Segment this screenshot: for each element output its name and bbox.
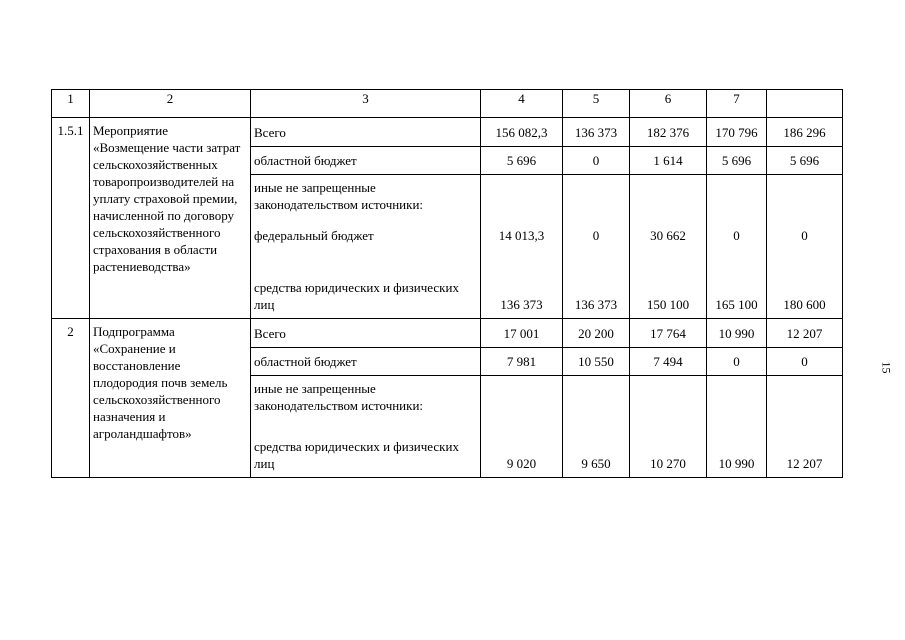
value-cell: 182 376 [630, 118, 707, 147]
header-cell: 4 [481, 90, 563, 118]
value-cell: 1 614 [630, 147, 707, 175]
header-cell: 3 [251, 90, 481, 118]
row-id: 2 [52, 319, 90, 478]
header-cell [767, 90, 843, 118]
value-group [630, 175, 707, 319]
source-label: средства юридических и физических лиц [254, 439, 459, 471]
table-row [52, 319, 843, 348]
source-label: иные не запрещенные законодательством источники: [254, 381, 424, 413]
table-row [52, 118, 843, 147]
source-label: средства юридических и физических лиц [254, 280, 459, 312]
value-cell: 10 990 [707, 319, 767, 348]
value-cell: 14 013,3 [498, 228, 545, 243]
value-cell: 20 200 [563, 319, 630, 348]
page-number: 15 [879, 361, 894, 374]
value-group [767, 175, 843, 319]
value-group [630, 376, 707, 478]
row-id: 1.5.1 [52, 118, 90, 319]
value-cell: 30 662 [650, 228, 686, 243]
header-cell: 6 [630, 90, 707, 118]
value-cell: 7 494 [630, 348, 707, 376]
source-label: Всего [251, 319, 481, 348]
value-cell: 5 696 [767, 147, 843, 175]
row-name: Подпрограмма «Сохранение и восстановление плодородия почв земель сельскохозяйственного назначения и агроландшафтов» [90, 319, 251, 478]
value-cell: 136 373 [500, 297, 543, 312]
value-cell: 156 082,3 [481, 118, 563, 147]
value-group [563, 175, 630, 319]
header-cell: 7 [707, 90, 767, 118]
value-cell: 7 981 [481, 348, 563, 376]
value-cell: 9 650 [581, 456, 611, 471]
value-cell: 17 764 [630, 319, 707, 348]
value-cell: 17 001 [481, 319, 563, 348]
value-cell: 0 [801, 228, 808, 243]
value-cell: 12 207 [786, 456, 823, 471]
header-cell: 2 [90, 90, 251, 118]
value-cell: 0 [563, 147, 630, 175]
source-group [251, 175, 481, 319]
row-name: Мероприятие «Возмещение части затрат сельскохозяйственных товаропроизводителей на уплату страховой премии, начисленной по договору сельскохозяйственного страхования в области растениеводства» [90, 118, 251, 319]
value-group [707, 175, 767, 319]
value-group [481, 175, 563, 319]
value-cell: 0 [707, 348, 767, 376]
value-cell: 10 550 [563, 348, 630, 376]
value-cell: 9 020 [506, 456, 537, 471]
value-cell: 0 [733, 228, 740, 243]
value-cell: 12 207 [767, 319, 843, 348]
source-group [251, 376, 481, 478]
value-cell: 0 [767, 348, 843, 376]
value-group [481, 376, 563, 478]
value-cell: 136 373 [574, 297, 618, 312]
value-cell: 180 600 [783, 297, 826, 312]
source-label: областной бюджет [251, 348, 481, 376]
value-cell: 165 100 [715, 297, 758, 312]
header-cell: 1 [52, 90, 90, 118]
value-cell: 5 696 [707, 147, 767, 175]
value-cell: 170 796 [707, 118, 767, 147]
value-group [767, 376, 843, 478]
value-cell: 136 373 [563, 118, 630, 147]
source-label: федеральный бюджет [254, 228, 374, 243]
source-label: Всего [251, 118, 481, 147]
value-cell: 186 296 [767, 118, 843, 147]
value-cell: 5 696 [481, 147, 563, 175]
budget-table [51, 89, 843, 478]
value-cell: 0 [592, 228, 600, 243]
value-cell: 150 100 [646, 297, 690, 312]
value-group [707, 376, 767, 478]
value-group [563, 376, 630, 478]
value-cell: 10 270 [650, 456, 686, 471]
header-cell: 5 [563, 90, 630, 118]
header-row [52, 90, 843, 118]
value-cell: 10 990 [718, 456, 755, 471]
source-label: областной бюджет [251, 147, 481, 175]
source-label: иные не запрещенные законодательством источники: [254, 180, 424, 212]
